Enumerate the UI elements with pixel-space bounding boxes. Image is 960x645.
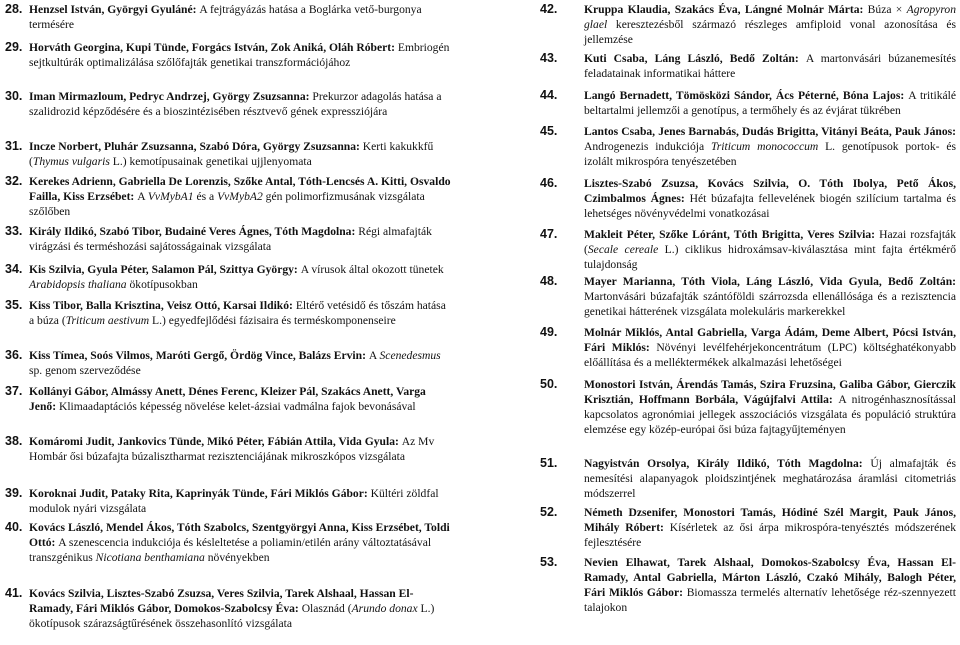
entry-title-text: L.) ökotípusok szárazságtűrésének összehasonlító vizsgálata xyxy=(29,602,435,630)
entry-title-text: L. genotípusok portok- és izolált mikrospóra tenyészetében xyxy=(584,140,956,168)
entry-italic-term: Triticum aestivum xyxy=(65,314,150,327)
entry-text xyxy=(29,224,453,254)
entry-text xyxy=(29,520,453,565)
entry-title-text: A xyxy=(368,349,380,362)
bibliography-entry xyxy=(5,224,453,254)
entry-authors: Henzsel István, Györgyi Gyuláné: xyxy=(29,3,200,16)
bibliography-entry xyxy=(5,486,453,516)
entry-authors: Molnár Miklós, Antal Gabriella, Varga Ádám, Deme Albert, Pócsi István, Fári Miklós: xyxy=(584,326,956,354)
entry-italic-term: Triticum monococcum xyxy=(710,140,819,153)
bibliography-entry xyxy=(5,262,453,292)
entry-text xyxy=(29,2,453,32)
entry-authors: Nevien Elhawat, Tarek Alshaal, Domokos-Szabolcsy Éva, Hassan El-Ramady, Antal Gabriella, Márton László, Czakó Mihály, Balogh Péter, Fári Miklós Gábor: xyxy=(584,556,956,599)
entry-number: 52. xyxy=(540,505,558,519)
entry-number: 43. xyxy=(540,51,558,65)
entry-title-text: Biomassza termelés alternatív lehetősége réz-szennyezett talajokon xyxy=(584,586,956,614)
entry-text xyxy=(29,586,453,631)
entry-authors: Makleit Péter, Szőke Lóránt, Tóth Brigitta, Veres Szilvia: xyxy=(584,228,880,241)
bibliography-entry xyxy=(5,520,453,565)
entry-number: 45. xyxy=(540,124,558,138)
entry-number: 46. xyxy=(540,176,558,190)
entry-authors: Kis Szilvia, Gyula Péter, Salamon Pál, Szittya György: xyxy=(29,263,301,276)
entry-italic-term: VvMybA1 xyxy=(147,190,194,203)
entry-text xyxy=(584,2,956,47)
entry-text xyxy=(584,176,956,221)
entry-title-text: Eltérő vetésidő és tőszám hatása a búza ( xyxy=(29,299,446,327)
entry-number: 53. xyxy=(540,555,558,569)
bibliography-entry xyxy=(540,274,956,319)
entry-title-text: növényekben xyxy=(204,551,270,564)
entry-authors: Kollányi Gábor, Almássy Anett, Dénes Ferenc, Kleizer Pál, Szakács Anett, Varga Jenő: xyxy=(29,385,426,413)
entry-text xyxy=(29,174,453,219)
entry-title-text: Prekurzor adagolás hatása a szalidrozid képződésére és a bioszintézisében résztvevő gének expressziójára xyxy=(29,90,442,118)
entry-title-text: Embriogén sejtkultúrák optimalizálása szőlőfajták genetikai transzformációjához xyxy=(29,41,450,69)
entry-authors: Lantos Csaba, Jenes Barnabás, Dudás Brigitta, Vitányi Beáta, Pauk János: xyxy=(584,125,956,138)
entry-title-text: Kültéri zöldfal modulok nyári vizsgálata xyxy=(29,487,439,515)
entry-text xyxy=(584,456,956,501)
entry-authors: Iman Mirmazloum, Pedryc Andrzej, György Zsuzsanna: xyxy=(29,90,313,103)
entry-title-text: Búza × xyxy=(867,3,907,16)
entry-title-text: L.) kemotípusainak genetikai ujjlenyomata xyxy=(109,155,312,168)
entry-title-text: Martonvásári búzafajták szántóföldi szárrozsda ellenállósága és a rezisztencia genetikai hátterének vizsgálata molekuláris markerekkel xyxy=(584,290,956,318)
entry-title-text: gén polimorfizmusának vizsgálata szőlőben xyxy=(29,190,425,218)
entry-text xyxy=(584,124,956,169)
entry-number: 29. xyxy=(5,40,23,54)
entry-italic-term: Arabidopsis thaliana xyxy=(29,278,127,291)
entry-text xyxy=(584,227,956,272)
entry-authors: Incze Norbert, Pluhár Zsuzsanna, Szabó Dóra, György Zsuzsanna: xyxy=(29,140,363,153)
entry-authors: Kovács Szilvia, Lisztes-Szabó Zsuzsa, Veres Szilvia, Tarek Alshaal, Hassan El-Ramady, Fári Miklós Gábor, Domokos-Szabolcsy Éva: xyxy=(29,587,414,615)
entry-number: 51. xyxy=(540,456,558,470)
entry-title-text: L.) egyedfejlődési fázisaira és terméskomponenseire xyxy=(149,314,396,327)
entry-text xyxy=(29,486,453,516)
entry-italic-term: Thymus vulgaris xyxy=(32,155,110,168)
entry-title-text: Növényi levélfehérjekoncentrátum (LPC) költséghatékonyabb előállítása és a melléktermékek alkalmazási lehetőségei xyxy=(584,341,956,369)
entry-title-text: Kerti kakukkfű ( xyxy=(29,140,434,168)
bibliography-entry xyxy=(5,586,453,631)
bibliography-entry xyxy=(5,298,453,328)
entry-title-text: Az Mv Hombár ősi búzafajta búzalisztharmat rezisztenciájának mikroszkópos vizsgálata xyxy=(29,435,435,463)
entry-authors: Kovács László, Mendel Ákos, Tóth Szabolcs, Szentgyörgyi Anna, Kiss Erzsébet, Toldi Ottó: xyxy=(29,521,450,549)
entry-title-text: A tritikálé beltartalmi jellemzői a genotípus, a termőhely és az évjárat tükrében xyxy=(584,89,957,117)
entry-text xyxy=(29,40,453,70)
entry-authors: Kerekes Adrienn, Gabriella De Lorenzis, Szőke Antal, Tóth-Lencsés A. Kitti, Osvaldo Failla, Kiss Erzsébet: xyxy=(29,175,451,203)
entry-text xyxy=(29,434,453,464)
entry-italic-term: Arundo donax xyxy=(351,602,418,615)
entry-number: 38. xyxy=(5,434,23,448)
entry-authors: Koroknai Judit, Pataky Rita, Kaprinyák Tünde, Fári Miklós Gábor: xyxy=(29,487,371,500)
entry-title-text: Hazai rozsfajták ( xyxy=(584,228,956,256)
entry-authors: Kruppa Klaudia, Szakács Éva, Lángné Molnár Márta: xyxy=(584,3,868,16)
bibliography-entry xyxy=(540,51,956,81)
entry-title-text: sp. genom szerveződése xyxy=(29,364,141,377)
entry-number: 44. xyxy=(540,88,558,102)
entry-title-text: Olasznád ( xyxy=(301,602,352,615)
bibliography-entry xyxy=(540,555,956,615)
entry-text xyxy=(29,139,453,169)
entry-text xyxy=(584,505,956,550)
entry-number: 40. xyxy=(5,520,23,534)
bibliography-entry xyxy=(540,88,956,118)
bibliography-entry xyxy=(5,348,453,378)
entry-text xyxy=(584,88,956,118)
bibliography-entry xyxy=(540,176,956,221)
entry-title-text: A fejtrágyázás hatása a Boglárka vető-burgonya termésére xyxy=(29,3,422,31)
entry-text xyxy=(584,51,956,81)
entry-title-text: Régi almafajták virágzási és terméshozási sajátosságainak vizsgálata xyxy=(29,225,432,253)
bibliography-entry xyxy=(540,325,956,370)
bibliography-entry xyxy=(5,40,453,70)
entry-authors: Langó Bernadett, Tömösközi Sándor, Ács Péterné, Bóna Lajos: xyxy=(584,89,909,102)
entry-title-text: Klimaadaptációs képesség növelése kelet-ázsiai vadmálna fajok bevonásával xyxy=(58,400,416,413)
entry-title-text: és a xyxy=(193,190,218,203)
bibliography-entry xyxy=(540,456,956,501)
bibliography-entry xyxy=(5,89,453,119)
entry-number: 36. xyxy=(5,348,23,362)
entry-authors: Horváth Georgina, Kupi Tünde, Forgács István, Zok Aniká, Oláh Róbert: xyxy=(29,41,398,54)
entry-title-text: A vírusok által okozott tünetek xyxy=(300,263,444,276)
entry-title-text: L.) ciklikus hidroxámsav-kiválasztása mint fajta értékmérő tulajdonság xyxy=(584,243,956,271)
entry-text xyxy=(29,348,453,378)
entry-italic-term: VvMybA2 xyxy=(217,190,263,203)
bibliography-entry xyxy=(540,377,956,437)
entry-number: 32. xyxy=(5,174,23,188)
entry-text xyxy=(584,555,956,615)
entry-title-text: Androgenezis indukciója xyxy=(584,140,711,153)
bibliography-entry xyxy=(5,174,453,219)
entry-title-text: A nitrogénhasznosítással kapcsolatos agronómiai jellegek asszociációs vizsgálata és populáció struktúra elemzése egy közép-európai ősi búza fajtagyűjteményen xyxy=(584,393,956,436)
entry-number: 35. xyxy=(5,298,23,312)
entry-authors: Nagyistván Orsolya, Király Ildikó, Tóth Magdolna: xyxy=(584,457,871,470)
entry-text xyxy=(29,298,453,328)
entry-title-text: A xyxy=(137,190,148,203)
entry-title-text: Kísérletek az ősi árpa mikrospóra-tenyésztés módszerének fejlesztésére xyxy=(584,521,956,549)
entry-text xyxy=(29,384,453,414)
entry-number: 33. xyxy=(5,224,23,238)
entry-number: 30. xyxy=(5,89,23,103)
entry-title-text: keresztezésből származó részleges amfiploid vonal azonosítása és jellemzése xyxy=(584,18,956,46)
bibliography-entry xyxy=(5,384,453,414)
entry-number: 48. xyxy=(540,274,558,288)
entry-number: 50. xyxy=(540,377,558,391)
entry-text xyxy=(584,274,956,319)
entry-title-text: Hét búzafajta fellevelének biogén szilícium tartalma és lehetséges növényvédelmi vonatkozásai xyxy=(584,192,957,220)
entry-authors: Komáromi Judit, Jankovics Tünde, Mikó Péter, Fábián Attila, Vida Gyula: xyxy=(29,435,402,448)
bibliography-entry xyxy=(540,2,956,47)
entry-text xyxy=(584,325,956,370)
entry-number: 34. xyxy=(5,262,23,276)
entry-authors: Kiss Tibor, Balla Krisztina, Veisz Ottó, Karsai Ildikó: xyxy=(29,299,296,312)
entry-authors: Kuti Csaba, Láng László, Bedő Zoltán: xyxy=(584,52,806,65)
entry-authors: Király Ildikó, Szabó Tibor, Budainé Veres Ágnes, Tóth Magdolna: xyxy=(29,225,359,238)
bibliography-entry xyxy=(5,434,453,464)
entry-italic-term: Nicotiana benthamiana xyxy=(95,551,205,564)
entry-number: 39. xyxy=(5,486,23,500)
entry-title-text: A szenescencia indukciója és késleltetése a poliamin/etilén arány változtatásával transzgénikus xyxy=(29,536,432,564)
entry-title-text: Új almafajták és nemesítési alapanyagok ploidszintjének meghatározása áramlási citometriás módszerrel xyxy=(584,457,956,500)
entry-text xyxy=(584,377,956,437)
entry-authors: Németh Dzsenifer, Monostori Tamás, Hódiné Szél Margit, Pauk János, Mihály Róbert: xyxy=(584,506,956,534)
entry-number: 47. xyxy=(540,227,558,241)
entry-text xyxy=(29,89,453,119)
entry-title-text: A martonvásári búzanemesítés feladatainak informatikai háttere xyxy=(584,52,957,80)
entry-title-text: ökotípusokban xyxy=(126,278,198,291)
entry-italic-term: Scenedesmus xyxy=(379,349,441,362)
entry-number: 28. xyxy=(5,2,23,16)
entry-authors: Monostori István, Árendás Tamás, Szira Fruzsina, Galiba Gábor, Gierczik Krisztián, Hoffmann Borbála, Vágújfalvi Attila: xyxy=(584,378,956,406)
bibliography-entry xyxy=(5,139,453,169)
entry-number: 42. xyxy=(540,2,558,16)
entry-text xyxy=(29,262,453,292)
bibliography-entry xyxy=(540,227,956,272)
entry-number: 49. xyxy=(540,325,558,339)
bibliography-entry xyxy=(540,124,956,169)
entry-number: 37. xyxy=(5,384,23,398)
bibliography-entry xyxy=(540,505,956,550)
entry-authors: Lisztes-Szabó Zsuzsa, Kovács Szilvia, O. Tóth Ibolya, Pető Ákos, Czimbalmos Ágnes: xyxy=(584,177,956,205)
entry-authors: Kiss Tímea, Soós Vilmos, Maróti Gergő, Ördög Vince, Balázs Ervin: xyxy=(29,349,369,362)
entry-italic-term: Agropyron glael xyxy=(584,3,956,31)
bibliography-entry xyxy=(5,2,453,32)
entry-number: 41. xyxy=(5,586,23,600)
entry-italic-term: Secale cereale xyxy=(587,243,659,256)
entry-authors: Mayer Marianna, Tóth Viola, Láng László, Vida Gyula, Bedő Zoltán: xyxy=(584,275,956,288)
entry-number: 31. xyxy=(5,139,23,153)
